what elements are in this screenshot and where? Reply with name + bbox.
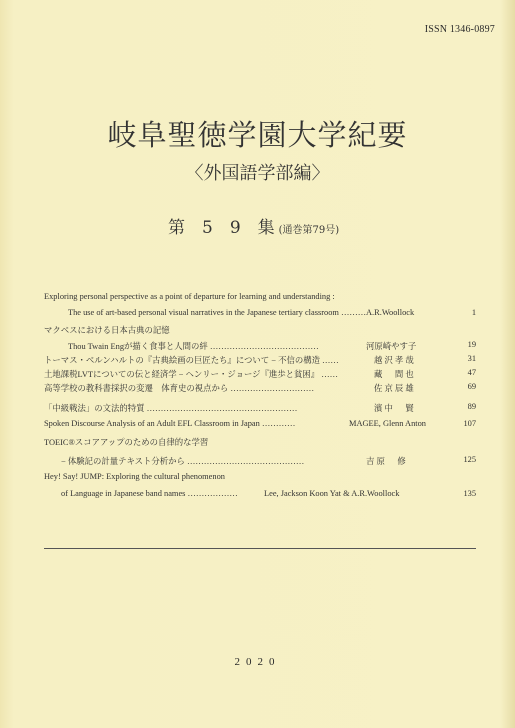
toc-page: 125 — [463, 455, 476, 464]
volume-label — [168, 213, 339, 238]
toc-row — [44, 402, 476, 414]
toc-page: 69 — [467, 382, 476, 391]
toc-row — [44, 472, 476, 484]
toc-title: マクベスにおける日本古典の記憶 — [44, 326, 170, 335]
divider-line — [44, 548, 476, 549]
toc-title: Hey! Say! JUMP: Exploring the cultural phenomenon — [44, 472, 225, 481]
toc-title: トーマス・ベルンハルトの『古典絵画の巨匠たち』について − 不信の構造 …… — [44, 356, 339, 365]
toc-row — [44, 436, 476, 448]
toc-title: Spoken Discourse Analysis of an Adult EFL Classroom in Japan ………… — [44, 419, 296, 428]
toc-author: 濱 中 賢 — [374, 404, 414, 413]
volume-note: (通巻第79号) — [278, 225, 340, 236]
toc-page: 19 — [467, 340, 476, 349]
toc-author: 越 沢 孝 哉 — [374, 356, 414, 365]
publication-year: 2020 — [234, 656, 281, 668]
toc-row — [44, 368, 476, 380]
toc-row — [44, 455, 476, 467]
toc-row — [44, 489, 476, 501]
toc-title: 「中級戦法」の文法的特質 ……………………………………………… — [44, 404, 298, 413]
toc-title: of Language in Japanese band names ……………… — [61, 489, 238, 498]
toc-title: − 体験記の計量テキスト分析から …………………………………… — [61, 457, 305, 466]
toc-author: Lee, Jackson Koon Yat & A.R.Woollock — [264, 489, 400, 498]
journal-title: 岐阜聖徳学園大学紀要 — [107, 118, 408, 152]
toc-title: TOEIC®スコアアップのための自律的な学習 — [44, 438, 209, 447]
toc-title: Exploring personal perspective as a point of departure for learning and understanding : — [44, 292, 335, 301]
toc-author: 河原崎やす子 — [366, 342, 417, 351]
toc-page: 135 — [463, 489, 476, 498]
toc-row — [44, 419, 476, 431]
toc-row — [44, 308, 476, 320]
toc-page: 107 — [463, 419, 476, 428]
toc-page: 47 — [467, 368, 476, 377]
toc-author: MAGEE, Glenn Anton — [349, 419, 426, 428]
toc-author: 藏 間 也 — [374, 370, 414, 379]
toc-page: 1 — [471, 308, 476, 317]
toc-row — [44, 354, 476, 366]
toc-author: A.R.Woollock — [366, 308, 415, 317]
toc-row — [44, 324, 476, 336]
toc-page: 31 — [467, 354, 476, 363]
toc-row — [44, 292, 476, 304]
toc-title: Thou Twain Engが描く食事と人間の絆 ………………………………… — [68, 342, 319, 351]
toc-title: The use of art-based personal visual narratives in the Japanese tertiary classroom ……… — [68, 308, 367, 317]
toc-row — [44, 382, 476, 394]
journal-subtitle: 〈外国語学部編〉 — [185, 163, 330, 184]
toc-title: 土地課税LVTについての伝と経済学 − ヘンリー・ジョージ『進歩と貧困』 …… — [44, 370, 339, 379]
issn-label: ISSN 1346-0897 — [424, 24, 495, 35]
toc-author: 佐 京 辰 雄 — [374, 384, 414, 393]
toc-row — [44, 340, 476, 352]
volume-number: 第 5 9 集 — [168, 218, 275, 238]
toc-author: 吉 原 修 — [366, 457, 406, 466]
toc-page: 89 — [467, 402, 476, 411]
toc-title: 高等学校の教科書採択の変遷 体育史の視点から ………………………… — [44, 384, 315, 393]
